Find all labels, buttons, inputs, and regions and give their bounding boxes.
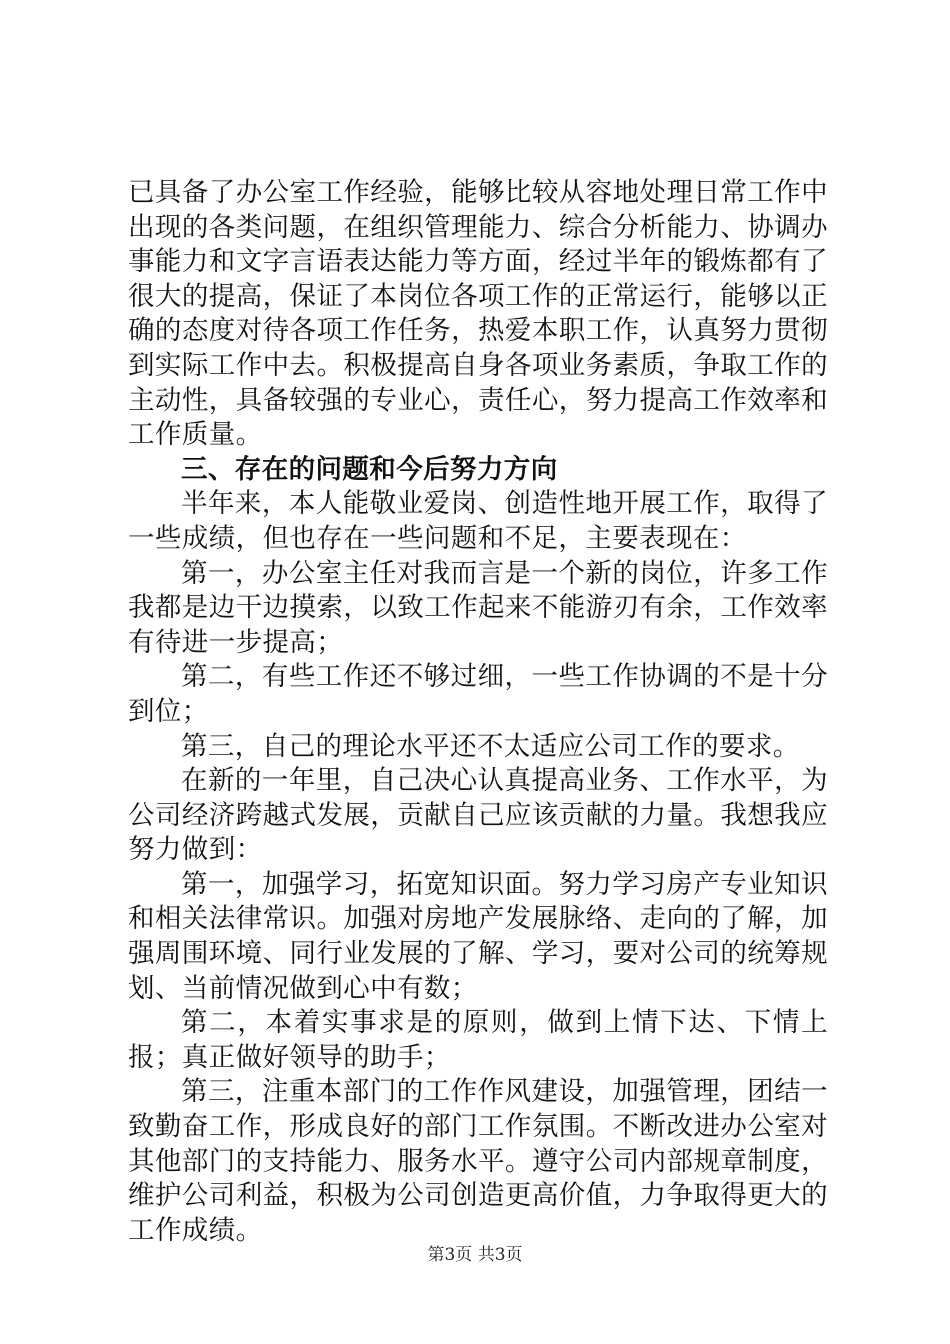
paragraph-continued: 已具备了办公室工作经验，能够比较从容地处理日常工作中出现的各类问题，在组织管理能力、综合分析能力、协调办事能力和文字言语表达能力等方面，经过半年的锻炼都有了很大的提高，保证了本岗位各项工作的正常运行，能够以正确的态度对待各项工作任务，热爱本职工作，认真努力贯彻到实际工作中去。积极提高自身各项业务素质，争取工作的主动性，具备较强的专业心，责任心，努力提高工作效率和工作质量。 — [128, 177, 828, 451]
paragraph-plan-2: 第二，本着实事求是的原则，做到上情下达、下情上报；真正做好领导的助手； — [128, 1007, 828, 1073]
document-body — [128, 176, 828, 1248]
paragraph-problem-2: 第二，有些工作还不够过细，一些工作协调的不是十分到位； — [128, 661, 828, 727]
paragraph-plan-intro: 在新的一年里，自己决心认真提高业务、工作水平，为公司经济跨越式发展，贡献自己应该贡献的力量。我想我应努力做到： — [128, 765, 828, 866]
paragraph-problem-1: 第一，办公室主任对我而言是一个新的岗位，许多工作我都是边干边摸索，以致工作起来不能游刃有余，工作效率有待进一步提高； — [128, 557, 828, 658]
page-number-footer: 第3页 共3页 — [427, 1245, 523, 1265]
paragraph-intro: 半年来，本人能敬业爱岗、创造性地开展工作，取得了一些成绩，但也存在一些问题和不足，主要表现在： — [128, 488, 828, 554]
paragraph-plan-1: 第一，加强学习，拓宽知识面。努力学习房产专业知识和相关法律常识。加强对房地产发展脉络、走向的了解，加强周围环境、同行业发展的了解、学习，要对公司的统筹规划、当前情况做到心中有数； — [128, 868, 828, 1004]
paragraph-problem-3: 第三，自己的理论水平还不太适应公司工作的要求。 — [181, 730, 800, 762]
paragraph-plan-3: 第三，注重本部门的工作作风建设，加强管理，团结一致勤奋工作，形成良好的部门工作氛围。不断改进办公室对其他部门的支持能力、服务水平。遵守公司内部规章制度，维护公司利益，积极为公司创造更高价值，力争取得更大的工作成绩。 — [128, 1076, 828, 1246]
section-heading: 三、存在的问题和今后努力方向 — [181, 453, 558, 485]
